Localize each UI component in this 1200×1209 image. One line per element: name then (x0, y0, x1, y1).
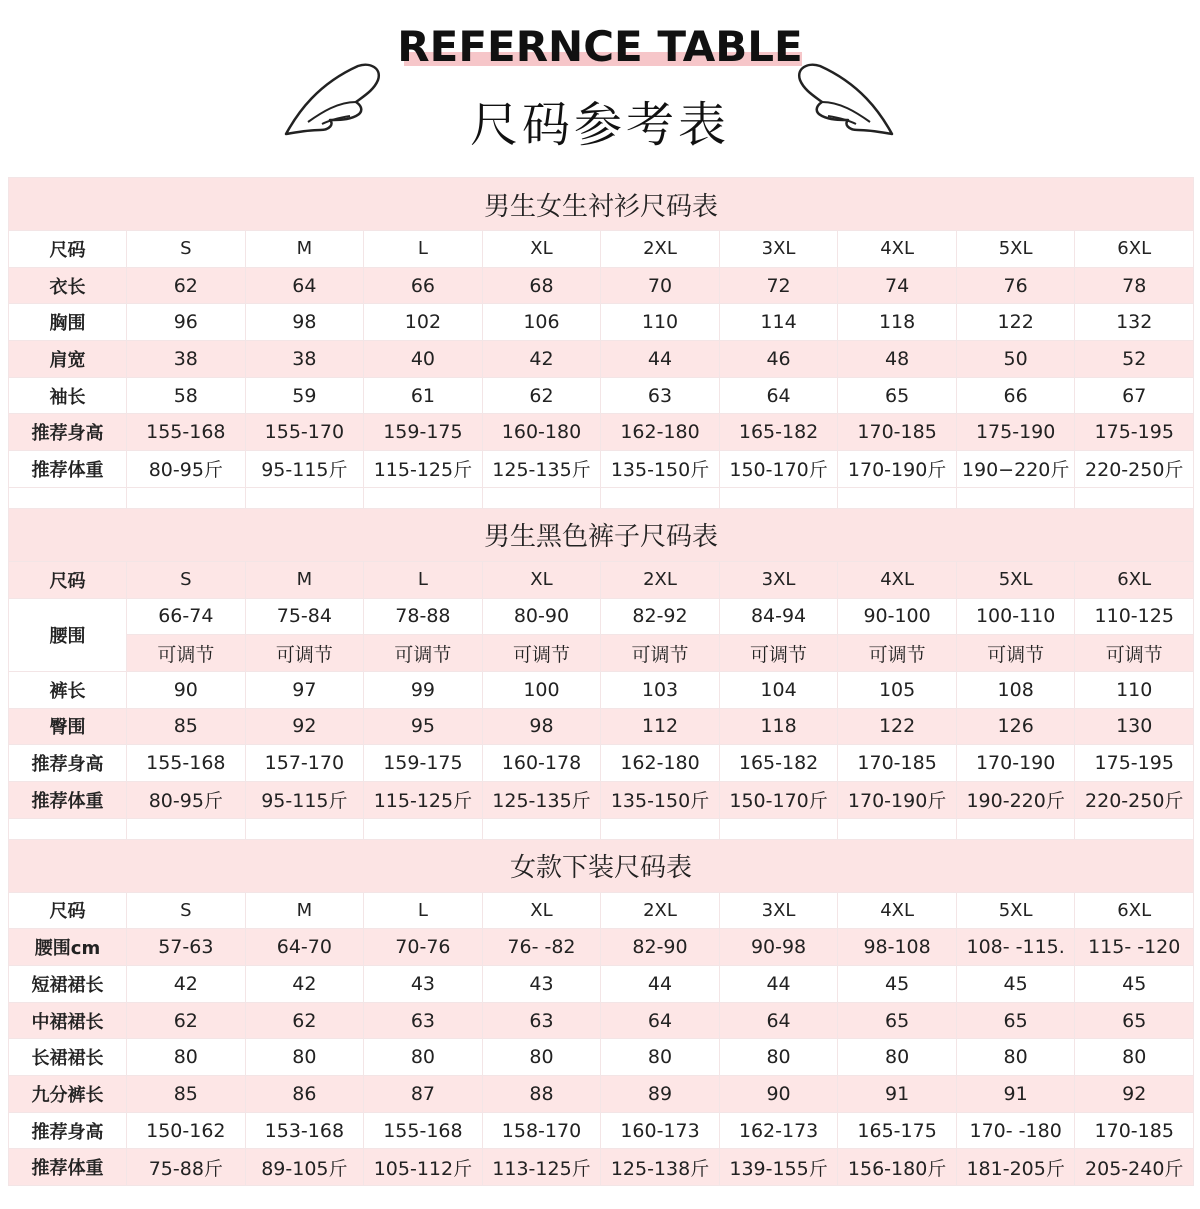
table-cell: 62 (127, 267, 246, 304)
table-cell: 80-95斤 (127, 781, 246, 818)
women-title-row (9, 839, 1194, 892)
table-cell: 100-110 (956, 598, 1075, 635)
table-cell: 160-180 (482, 414, 601, 451)
row-label: 推荐体重 (9, 1149, 127, 1186)
table-cell: 45 (1075, 966, 1194, 1003)
table-cell: 220-250斤 (1075, 781, 1194, 818)
table-cell: 170-190斤 (838, 451, 957, 488)
table-cell: 130 (1075, 708, 1194, 745)
table-cell: 170-190 (956, 745, 1075, 782)
table-cell: 80 (719, 1039, 838, 1076)
table-row (9, 745, 1194, 782)
table-row (9, 451, 1194, 488)
table-cell: 80 (364, 1039, 483, 1076)
table-cell: 可调节 (245, 635, 364, 672)
row-label: 胸围 (9, 304, 127, 341)
size-header-cell: M (245, 231, 364, 268)
table-cell: 80 (1075, 1039, 1194, 1076)
table-cell: 115-125斤 (364, 451, 483, 488)
table-cell: 63 (482, 1002, 601, 1039)
size-header-cell: 5XL (956, 561, 1075, 598)
table-cell: 80 (601, 1039, 720, 1076)
shirt-size-header-row (9, 231, 1194, 268)
table-cell: 170-185 (838, 745, 957, 782)
table-row (9, 781, 1194, 818)
size-tables (8, 177, 1194, 1186)
row-label: 推荐体重 (9, 781, 127, 818)
table-cell: 75-84 (245, 598, 364, 635)
table-cell: 205-240斤 (1075, 1149, 1194, 1186)
table-cell: 82-90 (601, 929, 720, 966)
table-cell: 170-185 (838, 414, 957, 451)
page-title-en-text: REFERNCE TABLE (397, 22, 803, 71)
row-label: 短裙裙长 (9, 966, 127, 1003)
table-row (9, 929, 1194, 966)
size-header-cell: XL (482, 231, 601, 268)
size-header-cell: 6XL (1075, 892, 1194, 929)
table-cell: 122 (956, 304, 1075, 341)
table-cell: 64 (719, 1002, 838, 1039)
table-cell: 102 (364, 304, 483, 341)
row-label: 长裙裙长 (9, 1039, 127, 1076)
table-cell: 可调节 (719, 635, 838, 672)
row-label: 中裙裙长 (9, 1002, 127, 1039)
table-cell: 90-98 (719, 929, 838, 966)
table-row (9, 377, 1194, 414)
table-cell: 105 (838, 671, 957, 708)
table-cell: 162-173 (719, 1112, 838, 1149)
row-label: 肩宽 (9, 341, 127, 378)
table-cell: 80-95斤 (127, 451, 246, 488)
table-row (9, 708, 1194, 745)
table-cell: 88 (482, 1076, 601, 1113)
size-header-cell: L (364, 892, 483, 929)
table-cell: 165-182 (719, 414, 838, 451)
table-cell: 50 (956, 341, 1075, 378)
table-cell: 65 (838, 1002, 957, 1039)
table-cell: 可调节 (601, 635, 720, 672)
page-title-en (0, 22, 1200, 71)
table-row (9, 1039, 1194, 1076)
table-cell: 95-115斤 (245, 781, 364, 818)
table-cell: 170- -180 (956, 1112, 1075, 1149)
size-header-cell: S (127, 892, 246, 929)
table-cell: 63 (601, 377, 720, 414)
table-row (9, 966, 1194, 1003)
row-label: 推荐身高 (9, 414, 127, 451)
row-label: 尺码 (9, 231, 127, 268)
row-label: 尺码 (9, 561, 127, 598)
table-cell: 190−220斤 (956, 451, 1075, 488)
size-header-cell: S (127, 231, 246, 268)
table-cell: 66-74 (127, 598, 246, 635)
table-cell: 162-180 (601, 414, 720, 451)
table-cell: 59 (245, 377, 364, 414)
table-cell: 158-170 (482, 1112, 601, 1149)
table-cell: 45 (838, 966, 957, 1003)
row-label: 推荐体重 (9, 451, 127, 488)
table-cell: 115-125斤 (364, 781, 483, 818)
table-cell: 105-112斤 (364, 1149, 483, 1186)
table-row (9, 267, 1194, 304)
table-cell: 126 (956, 708, 1075, 745)
shirt-table-title: 男生女生衬衫尺码表 (9, 178, 1194, 231)
table-cell: 165-175 (838, 1112, 957, 1149)
table-cell: 175-195 (1075, 745, 1194, 782)
table-cell: 99 (364, 671, 483, 708)
table-cell: 70-76 (364, 929, 483, 966)
row-label: 推荐身高 (9, 1112, 127, 1149)
table-cell: 156-180斤 (838, 1149, 957, 1186)
table-cell: 97 (245, 671, 364, 708)
table-cell: 110-125 (1075, 598, 1194, 635)
table-cell: 95-115斤 (245, 451, 364, 488)
table-cell: 139-155斤 (719, 1149, 838, 1186)
table-cell: 92 (1075, 1076, 1194, 1113)
table-cell: 40 (364, 341, 483, 378)
table-cell: 86 (245, 1076, 364, 1113)
table-cell: 63 (364, 1002, 483, 1039)
table-cell: 64-70 (245, 929, 364, 966)
table-cell: 75-88斤 (127, 1149, 246, 1186)
table-cell: 38 (127, 341, 246, 378)
table-cell: 115- -120 (1075, 929, 1194, 966)
table-cell: 114 (719, 304, 838, 341)
women-table-title: 女款下装尺码表 (9, 839, 1194, 892)
table-cell: 125-138斤 (601, 1149, 720, 1186)
table-cell: 78-88 (364, 598, 483, 635)
table-cell: 84-94 (719, 598, 838, 635)
women-size-header-row (9, 892, 1194, 929)
table-row (9, 414, 1194, 451)
table-cell: 62 (245, 1002, 364, 1039)
table-row (9, 1076, 1194, 1113)
table-cell: 可调节 (1075, 635, 1194, 672)
table-cell: 可调节 (364, 635, 483, 672)
table-cell: 220-250斤 (1075, 451, 1194, 488)
table-row (9, 341, 1194, 378)
table-row (9, 1002, 1194, 1039)
table-cell: 112 (601, 708, 720, 745)
table-cell: 68 (482, 267, 601, 304)
table-cell: 110 (601, 304, 720, 341)
table-cell: 87 (364, 1076, 483, 1113)
table-cell: 44 (719, 966, 838, 1003)
table-cell: 74 (838, 267, 957, 304)
table-cell: 98-108 (838, 929, 957, 966)
table-cell: 110 (1075, 671, 1194, 708)
table-cell: 72 (719, 267, 838, 304)
pants-waist-row (9, 598, 1194, 635)
size-header-cell: M (245, 561, 364, 598)
table-cell: 122 (838, 708, 957, 745)
table-cell: 52 (1075, 341, 1194, 378)
table-cell: 38 (245, 341, 364, 378)
size-header-cell: 3XL (719, 231, 838, 268)
table-cell: 150-162 (127, 1112, 246, 1149)
row-label: 腰围 (9, 598, 127, 671)
table-cell: 96 (127, 304, 246, 341)
table-cell: 118 (719, 708, 838, 745)
table-cell: 150-170斤 (719, 451, 838, 488)
size-header-cell: 5XL (956, 231, 1075, 268)
table-cell: 57-63 (127, 929, 246, 966)
table-cell: 42 (127, 966, 246, 1003)
table-cell: 175-190 (956, 414, 1075, 451)
table-cell: 157-170 (245, 745, 364, 782)
table-cell: 80 (956, 1039, 1075, 1076)
row-label: 尺码 (9, 892, 127, 929)
wing-right-icon (790, 62, 900, 142)
table-cell: 42 (482, 341, 601, 378)
size-header-cell: XL (482, 561, 601, 598)
table-cell: 80 (482, 1039, 601, 1076)
wing-left-icon (278, 62, 388, 142)
table-cell: 85 (127, 708, 246, 745)
row-label: 衣长 (9, 267, 127, 304)
table-cell: 160-173 (601, 1112, 720, 1149)
table-cell: 162-180 (601, 745, 720, 782)
size-table (8, 177, 1194, 1186)
table-cell: 95 (364, 708, 483, 745)
table-cell: 150-170斤 (719, 781, 838, 818)
size-header-cell: 3XL (719, 892, 838, 929)
table-cell: 91 (838, 1076, 957, 1113)
row-label: 九分裤长 (9, 1076, 127, 1113)
table-cell: 64 (245, 267, 364, 304)
size-header-cell: XL (482, 892, 601, 929)
table-cell: 46 (719, 341, 838, 378)
spacer-row (9, 818, 1194, 839)
table-cell: 125-135斤 (482, 781, 601, 818)
row-label: 推荐身高 (9, 745, 127, 782)
table-cell: 可调节 (482, 635, 601, 672)
size-header-cell: 4XL (838, 231, 957, 268)
table-cell: 62 (127, 1002, 246, 1039)
page-header (0, 0, 1200, 178)
table-cell: 159-175 (364, 745, 483, 782)
table-cell: 159-175 (364, 414, 483, 451)
table-row (9, 304, 1194, 341)
table-cell: 155-168 (127, 745, 246, 782)
table-cell: 125-135斤 (482, 451, 601, 488)
size-header-cell: 2XL (601, 892, 720, 929)
table-cell: 44 (601, 341, 720, 378)
table-cell: 118 (838, 304, 957, 341)
size-header-cell: 2XL (601, 231, 720, 268)
table-cell: 113-125斤 (482, 1149, 601, 1186)
table-cell: 100 (482, 671, 601, 708)
table-cell: 76 (956, 267, 1075, 304)
size-header-cell: 3XL (719, 561, 838, 598)
table-cell: 108- -115. (956, 929, 1075, 966)
table-cell: 155-170 (245, 414, 364, 451)
table-cell: 85 (127, 1076, 246, 1113)
table-cell: 80-90 (482, 598, 601, 635)
table-cell: 80 (245, 1039, 364, 1076)
table-cell: 66 (956, 377, 1075, 414)
table-cell: 98 (245, 304, 364, 341)
page-title-cn: 尺码参考表 (469, 97, 730, 153)
table-cell: 104 (719, 671, 838, 708)
row-label: 腰围cm (9, 929, 127, 966)
table-cell: 58 (127, 377, 246, 414)
table-cell: 170-185 (1075, 1112, 1194, 1149)
size-header-cell: 4XL (838, 561, 957, 598)
row-label: 臀围 (9, 708, 127, 745)
table-cell: 48 (838, 341, 957, 378)
pants-adjustable-row (9, 635, 1194, 672)
table-cell: 155-168 (127, 414, 246, 451)
table-cell: 76- -82 (482, 929, 601, 966)
size-header-cell: L (364, 231, 483, 268)
table-cell: 132 (1075, 304, 1194, 341)
table-cell: 70 (601, 267, 720, 304)
table-cell: 80 (127, 1039, 246, 1076)
table-cell: 98 (482, 708, 601, 745)
table-cell: 67 (1075, 377, 1194, 414)
table-cell: 90 (127, 671, 246, 708)
table-cell: 80 (838, 1039, 957, 1076)
table-cell: 89-105斤 (245, 1149, 364, 1186)
table-cell: 108 (956, 671, 1075, 708)
pants-size-header-row (9, 561, 1194, 598)
size-header-cell: 6XL (1075, 561, 1194, 598)
table-cell: 82-92 (601, 598, 720, 635)
row-label: 袖长 (9, 377, 127, 414)
table-cell: 45 (956, 966, 1075, 1003)
table-cell: 61 (364, 377, 483, 414)
row-label: 裤长 (9, 671, 127, 708)
table-cell: 160-178 (482, 745, 601, 782)
size-header-cell: 4XL (838, 892, 957, 929)
table-cell: 153-168 (245, 1112, 364, 1149)
table-cell: 可调节 (127, 635, 246, 672)
table-cell: 43 (482, 966, 601, 1003)
size-header-cell: L (364, 561, 483, 598)
size-header-cell: 5XL (956, 892, 1075, 929)
table-cell: 42 (245, 966, 364, 1003)
table-cell: 155-168 (364, 1112, 483, 1149)
spacer-row (9, 487, 1194, 508)
size-header-cell: 6XL (1075, 231, 1194, 268)
table-cell: 90-100 (838, 598, 957, 635)
table-cell: 190-220斤 (956, 781, 1075, 818)
table-cell: 181-205斤 (956, 1149, 1075, 1186)
table-cell: 135-150斤 (601, 781, 720, 818)
table-cell: 65 (838, 377, 957, 414)
table-cell: 43 (364, 966, 483, 1003)
table-cell: 92 (245, 708, 364, 745)
table-cell: 44 (601, 966, 720, 1003)
table-row (9, 1149, 1194, 1186)
table-cell: 165-182 (719, 745, 838, 782)
table-cell: 64 (601, 1002, 720, 1039)
shirt-title-row (9, 178, 1194, 231)
pants-title-row (9, 508, 1194, 561)
table-cell: 78 (1075, 267, 1194, 304)
size-header-cell: 2XL (601, 561, 720, 598)
size-header-cell: S (127, 561, 246, 598)
table-cell: 90 (719, 1076, 838, 1113)
table-cell: 62 (482, 377, 601, 414)
table-cell: 可调节 (838, 635, 957, 672)
table-cell: 91 (956, 1076, 1075, 1113)
table-cell: 170-190斤 (838, 781, 957, 818)
table-cell: 89 (601, 1076, 720, 1113)
table-cell: 106 (482, 304, 601, 341)
table-cell: 64 (719, 377, 838, 414)
table-row (9, 1112, 1194, 1149)
table-cell: 103 (601, 671, 720, 708)
pants-table-title: 男生黑色裤子尺码表 (9, 508, 1194, 561)
table-cell: 65 (956, 1002, 1075, 1039)
table-cell: 65 (1075, 1002, 1194, 1039)
table-cell: 可调节 (956, 635, 1075, 672)
table-cell: 66 (364, 267, 483, 304)
table-cell: 135-150斤 (601, 451, 720, 488)
table-cell: 175-195 (1075, 414, 1194, 451)
table-row (9, 671, 1194, 708)
size-header-cell: M (245, 892, 364, 929)
